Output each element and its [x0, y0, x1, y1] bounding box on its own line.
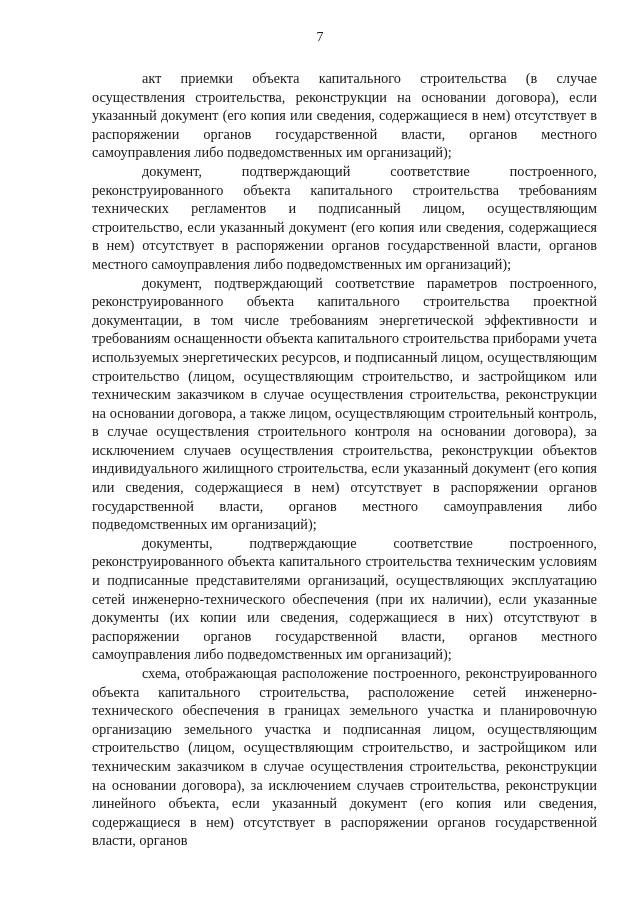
document-body [92, 70, 597, 851]
paragraph-site-scheme: схема, отображающая расположение построенного, реконструированного объекта капитального строительства, расположение сетей инженерно-технического обеспечения в границах земельного участка и планировочную организацию земельного участка и подписанная лицом, осуществляющим строительство (лицом, осуществляющим строительство, и застройщиком или техническим заказчиком в случае осуществления строительства, реконструкции на основании договора), за исключением случаев строительства, реконструкции линейного объекта, если указанный документ (его копия или сведения, содержащиеся в нем) отсутствует в распоряжении органов государственной власти, органов [92, 666, 597, 850]
paragraph-acceptance-act: акт приемки объекта капитального строительства (в случае осуществления строительства, реконструкции на основании договора), если указанный документ (его копия или сведения, содержащиеся в нем) отсутствует в распоряжении органов государственной власти, органов местного самоуправления либо подведомственных им организаций); [92, 71, 597, 162]
paragraph-design-parameters: документ, подтверждающий соответствие параметров построенного, реконструированного объекта капитального строительства проектной документации, в том числе требованиям энергетической эффективности и требованиям оснащенности объекта капитального строительства приборами учета используемых энергетических ресурсов, и подписанный лицом, осуществляющим строительство (лицом, осуществляющим строительство, и застройщиком или техническим заказчиком в случае осуществления строительства, реконструкции на основании договора, а также лицом, осуществляющим строительный контроль, в случае осуществления строительного контроля на основании договора), за исключением случаев осуществления строительства, реконструкции объектов индивидуального жилищного строительства, если указанный документ (его копия или сведения, содержащиеся в нем) отсутствует в распоряжении органов государственной власти, органов местного самоуправления либо подведомственных им организаций); [92, 275, 597, 534]
paragraph-technical-conditions: документы, подтверждающие соответствие построенного, реконструированного объекта капитального строительства техническим условиям и подписанные представителями организаций, осуществляющих эксплуатацию сетей инженерно-технического обеспечения (при их наличии), если указанные документы (их копии или сведения, содержащиеся в них) отсутствуют в распоряжении органов государственной власти, органов местного самоуправления либо подведомственных им организаций); [92, 535, 597, 664]
paragraph-technical-regulations: документ, подтверждающий соответствие построенного, реконструированного объекта капитального строительства требованиям технических регламентов и подписанный лицом, осуществляющим строительство, если указанный документ (его копия или сведения, содержащиеся в нем) отсутствует в распоряжении органов государственной власти, органов местного самоуправления либо подведомственных им организаций); [92, 163, 597, 273]
page-number: 7 [316, 30, 324, 45]
